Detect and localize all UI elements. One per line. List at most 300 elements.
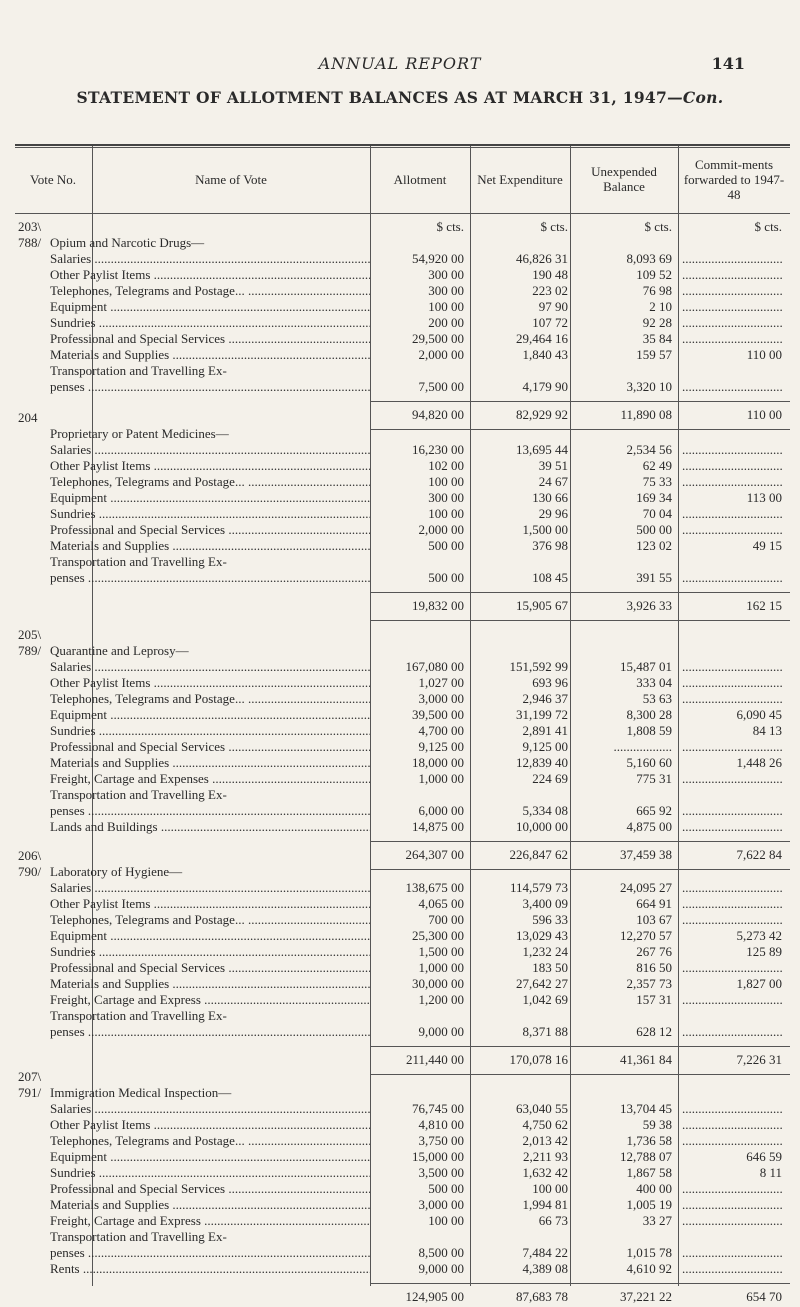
- allotment-value: 18,000 00: [412, 755, 464, 770]
- total-unexpended: 37,221 22: [620, 1289, 672, 1304]
- allotment-value: 700 00: [428, 912, 464, 927]
- unexpended-value: 2,534 56: [626, 442, 672, 457]
- total-commitments: 162 15: [746, 598, 782, 613]
- commitment-leader: [682, 803, 782, 819]
- unexpended-value: 2 10: [649, 299, 672, 314]
- allotment-value: 16,230 00: [412, 442, 464, 457]
- vote-title-row: [0, 426, 800, 442]
- commitment-leader: [682, 1101, 782, 1117]
- allotment-value: 3,000 00: [418, 1197, 464, 1212]
- table-row: [0, 787, 800, 803]
- table-row: [0, 912, 800, 928]
- table-row: [0, 707, 800, 723]
- table-row: [0, 659, 800, 675]
- net-expenditure-value: 107 72: [532, 315, 568, 330]
- total-row: [0, 1289, 800, 1305]
- net-expenditure-value: 63,040 55: [516, 1101, 568, 1116]
- row-label: Salaries .....: [50, 1101, 370, 1117]
- table-row: [0, 458, 800, 474]
- table-row: [0, 283, 800, 299]
- row-label: penses .....: [50, 379, 370, 395]
- commitment-leader: [682, 458, 782, 474]
- commitment-leader: [682, 675, 782, 691]
- total-net-expenditure: 15,905 67: [516, 598, 568, 613]
- total-row: [0, 1052, 800, 1068]
- commitment-leader: [682, 1261, 782, 1277]
- col-header-allotment: Allotment: [393, 171, 447, 187]
- total-net-expenditure: 82,929 92: [516, 407, 568, 422]
- row-label: penses .....: [50, 1245, 370, 1261]
- unexpended-value: 8,300 28: [626, 707, 672, 722]
- net-expenditure-value: 100 00: [532, 1181, 568, 1196]
- table-row: [0, 1245, 800, 1261]
- col-header-vote: Vote No.: [30, 171, 76, 187]
- allotment-value: 4,810 00: [418, 1117, 464, 1132]
- allotment-value: 39,500 00: [412, 707, 464, 722]
- unexpended-value: 59 38: [642, 1117, 672, 1132]
- unexpended-value: 1,867 58: [626, 1165, 672, 1180]
- allotment-value: 102 00: [428, 458, 464, 473]
- commitment-leader: [682, 819, 782, 835]
- commitment-leader: [682, 659, 782, 675]
- unexpended-value: 169 34: [636, 490, 672, 505]
- statement-title-suffix: —Con.: [667, 88, 724, 107]
- commitment-value: 646 59: [746, 1149, 782, 1164]
- table-row: [0, 522, 800, 538]
- total-row: [0, 847, 800, 863]
- total-unexpended: 41,361 84: [620, 1052, 672, 1067]
- allotment-value: 14,875 00: [412, 819, 464, 834]
- row-label: penses .....: [50, 803, 370, 819]
- allotment-value: 3,000 00: [418, 691, 464, 706]
- unexpended-value: 13,704 45: [620, 1101, 672, 1116]
- commitment-leader: [682, 739, 782, 755]
- total-unexpended: 37,459 38: [620, 847, 672, 862]
- table-row: [0, 960, 800, 976]
- unexpended-leader: ..................: [613, 739, 672, 754]
- row-label: Lands and Buildings .....: [50, 819, 370, 835]
- allotment-value: 1,027 00: [418, 675, 464, 690]
- table-row: [0, 896, 800, 912]
- row-label: Equipment .....: [50, 299, 370, 315]
- net-expenditure-value: 3,400 09: [522, 896, 568, 911]
- net-expenditure-value: 190 48: [532, 267, 568, 282]
- table-row: [0, 570, 800, 586]
- statement-title: [0, 88, 800, 107]
- unexpended-value: 53 63: [642, 691, 672, 706]
- unexpended-value: 664 91: [636, 896, 672, 911]
- net-expenditure-value: 183 50: [532, 960, 568, 975]
- allotment-value: 1,000 00: [418, 771, 464, 786]
- commitment-value: 113 00: [746, 490, 782, 505]
- table-row: [0, 880, 800, 896]
- net-expenditure-value: 4,389 08: [522, 1261, 568, 1276]
- row-label: Other Paylist Items .....: [50, 458, 370, 474]
- allotment-value: 2,000 00: [418, 347, 464, 362]
- commitment-leader: [682, 1245, 782, 1261]
- net-expenditure-value: 66 73: [538, 1213, 568, 1228]
- net-expenditure-value: 9,125 00: [522, 739, 568, 754]
- vote-title: Laboratory of Hygiene—: [50, 864, 183, 879]
- row-label: Other Paylist Items .....: [50, 267, 370, 283]
- table-row: [0, 771, 800, 787]
- net-expenditure-value: 29,464 16: [516, 331, 568, 346]
- allotment-value: 1,200 00: [418, 992, 464, 1007]
- total-unexpended: 3,926 33: [626, 598, 672, 613]
- table-row: [0, 928, 800, 944]
- table-row: [0, 1101, 800, 1117]
- unexpended-value: 123 02: [636, 538, 672, 553]
- unexpended-value: 92 28: [642, 315, 672, 330]
- net-expenditure-value: 1,042 69: [522, 992, 568, 1007]
- row-label: Equipment .....: [50, 1149, 370, 1165]
- commitment-value: 84 13: [752, 723, 782, 738]
- commitment-leader: [682, 522, 782, 538]
- allotment-value: 4,700 00: [418, 723, 464, 738]
- table-row: [0, 1213, 800, 1229]
- row-label: Rents .....: [50, 1261, 370, 1277]
- row-label: Salaries .....: [50, 251, 370, 267]
- row-label: Sundries .....: [50, 506, 370, 522]
- net-expenditure-value: 223 02: [532, 283, 568, 298]
- total-commitments: 654 70: [746, 1289, 782, 1304]
- col-header-net-expenditure: Net Expenditure: [477, 171, 563, 187]
- allotment-value: 54,920 00: [412, 251, 464, 266]
- net-expenditure-value: 24 67: [538, 474, 568, 489]
- commitment-leader: [682, 379, 782, 395]
- commitment-leader: [682, 570, 782, 586]
- commitment-value: 5,273 42: [736, 928, 782, 943]
- allotment-value: 3,750 00: [418, 1133, 464, 1148]
- unit-commitments: $ cts.: [754, 219, 782, 234]
- allotment-value: 25,300 00: [412, 928, 464, 943]
- allotment-value: 7,500 00: [418, 379, 464, 394]
- unexpended-value: 4,875 00: [626, 819, 672, 834]
- unexpended-value: 8,093 69: [626, 251, 672, 266]
- net-expenditure-value: 4,750 62: [522, 1117, 568, 1132]
- unexpended-value: 15,487 01: [620, 659, 672, 674]
- row-label: Telephones, Telegrams and Postage... .....: [50, 1133, 370, 1149]
- total-row: [0, 598, 800, 614]
- unexpended-value: 333 04: [636, 675, 672, 690]
- row-label: Professional and Special Services .....: [50, 331, 370, 347]
- unit-net: $ cts.: [540, 219, 568, 234]
- commitment-leader: [682, 1117, 782, 1133]
- table-row: [0, 944, 800, 960]
- allotment-value: 15,000 00: [412, 1149, 464, 1164]
- unexpended-value: 33 27: [642, 1213, 672, 1228]
- allotment-value: 4,065 00: [418, 896, 464, 911]
- allotment-value: 9,125 00: [418, 739, 464, 754]
- unexpended-value: 1,808 59: [626, 723, 672, 738]
- total-net-expenditure: 87,683 78: [516, 1289, 568, 1304]
- row-label: Materials and Supplies .....: [50, 347, 370, 363]
- running-header: [0, 54, 800, 74]
- table-row: [0, 755, 800, 771]
- table-row: [0, 1149, 800, 1165]
- commitment-leader: [682, 912, 782, 928]
- subtotal-rule: [370, 1283, 790, 1284]
- vote-number: 207\ 791/: [18, 1069, 42, 1100]
- vote-title-row: [0, 864, 800, 880]
- unexpended-value: 267 76: [636, 944, 672, 959]
- table-row: [0, 739, 800, 755]
- allotment-value: 29,500 00: [412, 331, 464, 346]
- allotment-value: 1,500 00: [418, 944, 464, 959]
- table-row: [0, 1117, 800, 1133]
- net-expenditure-value: 7,484 22: [522, 1245, 568, 1260]
- net-expenditure-value: 1,232 24: [522, 944, 568, 959]
- row-label: Transportation and Travelling Ex-: [50, 1229, 227, 1244]
- commitment-leader: [682, 283, 782, 299]
- row-label: Transportation and Travelling Ex-: [50, 363, 227, 378]
- total-allotment: 94,820 00: [412, 407, 464, 422]
- table-row: [0, 1133, 800, 1149]
- total-net-expenditure: 170,078 16: [509, 1052, 568, 1067]
- net-expenditure-value: 1,500 00: [522, 522, 568, 537]
- commitment-leader: [682, 1133, 782, 1149]
- net-expenditure-value: 97 90: [538, 299, 568, 314]
- allotment-value: 138,675 00: [405, 880, 464, 895]
- allotment-value: 167,080 00: [405, 659, 464, 674]
- row-label: Salaries .....: [50, 659, 370, 675]
- unexpended-value: 775 31: [636, 771, 672, 786]
- unexpended-value: 12,788 07: [620, 1149, 672, 1164]
- table-row: [0, 1165, 800, 1181]
- total-commitments: 7,226 31: [736, 1052, 782, 1067]
- commitment-leader: [682, 251, 782, 267]
- table-row: [0, 331, 800, 347]
- commitment-value: 110 00: [746, 347, 782, 362]
- unexpended-value: 5,160 60: [626, 755, 672, 770]
- net-expenditure-value: 108 45: [532, 570, 568, 585]
- col-header-commitments: Commit-ments forwarded to 1947-48: [683, 156, 785, 202]
- row-label: Telephones, Telegrams and Postage... .....: [50, 474, 370, 490]
- table-row: [0, 506, 800, 522]
- net-expenditure-value: 1,632 42: [522, 1165, 568, 1180]
- unexpended-value: 665 92: [636, 803, 672, 818]
- total-row: [0, 407, 800, 423]
- row-label: Sundries .....: [50, 315, 370, 331]
- total-commitments: 110 00: [746, 407, 782, 422]
- allotment-value: 500 00: [428, 570, 464, 585]
- allotment-value: 100 00: [428, 474, 464, 489]
- net-expenditure-value: 2,891 41: [522, 723, 568, 738]
- commitment-leader: [682, 960, 782, 976]
- row-label: Equipment .....: [50, 490, 370, 506]
- row-label: Transportation and Travelling Ex-: [50, 787, 227, 802]
- allotment-value: 3,500 00: [418, 1165, 464, 1180]
- row-label: Materials and Supplies .....: [50, 976, 370, 992]
- net-expenditure-value: 2,946 37: [522, 691, 568, 706]
- net-expenditure-value: 596 33: [532, 912, 568, 927]
- commitment-leader: [682, 771, 782, 787]
- unexpended-value: 391 55: [636, 570, 672, 585]
- unexpended-value: 1,736 58: [626, 1133, 672, 1148]
- group-end-rule: [370, 1074, 790, 1075]
- net-expenditure-value: 1,994 81: [522, 1197, 568, 1212]
- table-row: [0, 267, 800, 283]
- vote-title-row: [0, 1085, 800, 1101]
- units-row: [0, 219, 800, 235]
- net-expenditure-value: 114,579 73: [509, 880, 568, 895]
- row-label: Sundries .....: [50, 1165, 370, 1181]
- table-row: [0, 819, 800, 835]
- vote-number: 204: [18, 410, 38, 425]
- row-label: Materials and Supplies .....: [50, 538, 370, 554]
- total-allotment: 211,440 00: [405, 1052, 464, 1067]
- row-label: Transportation and Travelling Ex-: [50, 1008, 227, 1023]
- commitment-leader: [682, 1181, 782, 1197]
- unexpended-value: 103 67: [636, 912, 672, 927]
- header-bottom-rule: [15, 213, 790, 214]
- row-label: Materials and Supplies .....: [50, 1197, 370, 1213]
- commitment-leader: [682, 1024, 782, 1040]
- unexpended-value: 2,357 73: [626, 976, 672, 991]
- commitment-value: 1,827 00: [736, 976, 782, 991]
- allotment-value: 9,000 00: [418, 1261, 464, 1276]
- row-label: Other Paylist Items .....: [50, 1117, 370, 1133]
- row-label: Telephones, Telegrams and Postage... .....: [50, 283, 370, 299]
- commitment-leader: [682, 1213, 782, 1229]
- table-row: [0, 379, 800, 395]
- commitment-value: 1,448 26: [736, 755, 782, 770]
- commitment-value: 6,090 45: [736, 707, 782, 722]
- net-expenditure-value: 31,199 72: [516, 707, 568, 722]
- table-row: [0, 1008, 800, 1024]
- row-label: Freight, Cartage and Express .....: [50, 1213, 370, 1229]
- row-label: Professional and Special Services .....: [50, 1181, 370, 1197]
- table-row: [0, 251, 800, 267]
- table-row: [0, 347, 800, 363]
- allotment-value: 300 00: [428, 283, 464, 298]
- net-expenditure-value: 27,642 27: [516, 976, 568, 991]
- unexpended-value: 62 49: [642, 458, 672, 473]
- table-row: [0, 554, 800, 570]
- row-label: Freight, Cartage and Expenses .....: [50, 771, 370, 787]
- net-expenditure-value: 224 69: [532, 771, 568, 786]
- table-row: [0, 1197, 800, 1213]
- vote-title: Quarantine and Leprosy—: [50, 643, 189, 658]
- allotment-value: 2,000 00: [418, 522, 464, 537]
- unexpended-value: 4,610 92: [626, 1261, 672, 1276]
- allotment-value: 300 00: [428, 490, 464, 505]
- total-allotment: 124,905 00: [405, 1289, 464, 1304]
- row-label: Professional and Special Services .....: [50, 739, 370, 755]
- col-header-unexpended: Unexpended Balance: [591, 164, 657, 194]
- col-header-name: Name of Vote: [195, 171, 267, 187]
- unexpended-value: 3,320 10: [626, 379, 672, 394]
- row-label: Sundries .....: [50, 723, 370, 739]
- total-commitments: 7,622 84: [736, 847, 782, 862]
- unexpended-value: 12,270 57: [620, 928, 672, 943]
- running-title: ANNUAL REPORT: [318, 54, 482, 73]
- vote-title: Opium and Narcotic Drugs—: [50, 235, 205, 250]
- unexpended-value: 157 31: [636, 992, 672, 1007]
- row-label: Salaries .....: [50, 880, 370, 896]
- row-label: penses .....: [50, 1024, 370, 1040]
- unexpended-value: 159 57: [636, 347, 672, 362]
- table-row: [0, 691, 800, 707]
- table-row: [0, 1229, 800, 1245]
- unexpended-value: 816 50: [636, 960, 672, 975]
- allotment-value: 100 00: [428, 506, 464, 521]
- allotment-value: 300 00: [428, 267, 464, 282]
- unit-unexpended: $ cts.: [644, 219, 672, 234]
- table-row: [0, 675, 800, 691]
- row-label: Freight, Cartage and Express .....: [50, 992, 370, 1008]
- row-label: Equipment .....: [50, 707, 370, 723]
- net-expenditure-value: 13,695 44: [516, 442, 568, 457]
- allotment-value: 500 00: [428, 1181, 464, 1196]
- commitment-leader: [682, 1197, 782, 1213]
- commitment-leader: [682, 506, 782, 522]
- unexpended-value: 75 33: [642, 474, 672, 489]
- row-label: Transportation and Travelling Ex-: [50, 554, 227, 569]
- vote-title-row: [0, 643, 800, 659]
- commitment-value: 49 15: [752, 538, 782, 553]
- row-label: Other Paylist Items .....: [50, 675, 370, 691]
- table-row: [0, 992, 800, 1008]
- unit-allotment: $ cts.: [436, 219, 464, 234]
- net-expenditure-value: 39 51: [538, 458, 568, 473]
- allotment-value: 8,500 00: [418, 1245, 464, 1260]
- net-expenditure-value: 13,029 43: [516, 928, 568, 943]
- allotment-value: 1,000 00: [418, 960, 464, 975]
- net-expenditure-value: 151,592 99: [509, 659, 568, 674]
- group-end-rule: [370, 620, 790, 621]
- table-row: [0, 723, 800, 739]
- net-expenditure-value: 46,826 31: [516, 251, 568, 266]
- commitment-leader: [682, 896, 782, 912]
- allotment-value: 30,000 00: [412, 976, 464, 991]
- statement-title-text: STATEMENT OF ALLOTMENT BALANCES AS AT MARCH 31, 1947: [76, 88, 668, 107]
- net-expenditure-value: 1,840 43: [522, 347, 568, 362]
- allotment-value: 6,000 00: [418, 803, 464, 818]
- row-label: Materials and Supplies .....: [50, 755, 370, 771]
- table-row: [0, 474, 800, 490]
- unexpended-value: 70 04: [642, 506, 672, 521]
- total-net-expenditure: 226,847 62: [509, 847, 568, 862]
- vote-number: 205\ 789/: [18, 627, 42, 658]
- table-row: [0, 1261, 800, 1277]
- unexpended-value: 76 98: [642, 283, 672, 298]
- table-row: [0, 299, 800, 315]
- vote-title: Proprietary or Patent Medicines—: [50, 426, 229, 441]
- net-expenditure-value: 5,334 08: [522, 803, 568, 818]
- row-label: penses .....: [50, 570, 370, 586]
- vote-number: 206\ 790/: [18, 848, 42, 879]
- row-label: Other Paylist Items .....: [50, 896, 370, 912]
- unexpended-value: 1,005 19: [626, 1197, 672, 1212]
- allotment-value: 76,745 00: [412, 1101, 464, 1116]
- row-label: Telephones, Telegrams and Postage... .....: [50, 912, 370, 928]
- net-expenditure-value: 2,013 42: [522, 1133, 568, 1148]
- unexpended-value: 24,095 27: [620, 880, 672, 895]
- vote-title: Immigration Medical Inspection—: [50, 1085, 232, 1100]
- commitment-leader: [682, 992, 782, 1008]
- row-label: Sundries .....: [50, 944, 370, 960]
- commitment-leader: [682, 880, 782, 896]
- row-label: Telephones, Telegrams and Postage... .....: [50, 691, 370, 707]
- table-row: [0, 490, 800, 506]
- unexpended-value: 500 00: [636, 522, 672, 537]
- page-number: 141: [711, 54, 745, 73]
- net-expenditure-value: 12,839 40: [516, 755, 568, 770]
- unexpended-value: 1,015 78: [626, 1245, 672, 1260]
- commitment-value: 8 11: [759, 1165, 782, 1180]
- allotment-value: 500 00: [428, 538, 464, 553]
